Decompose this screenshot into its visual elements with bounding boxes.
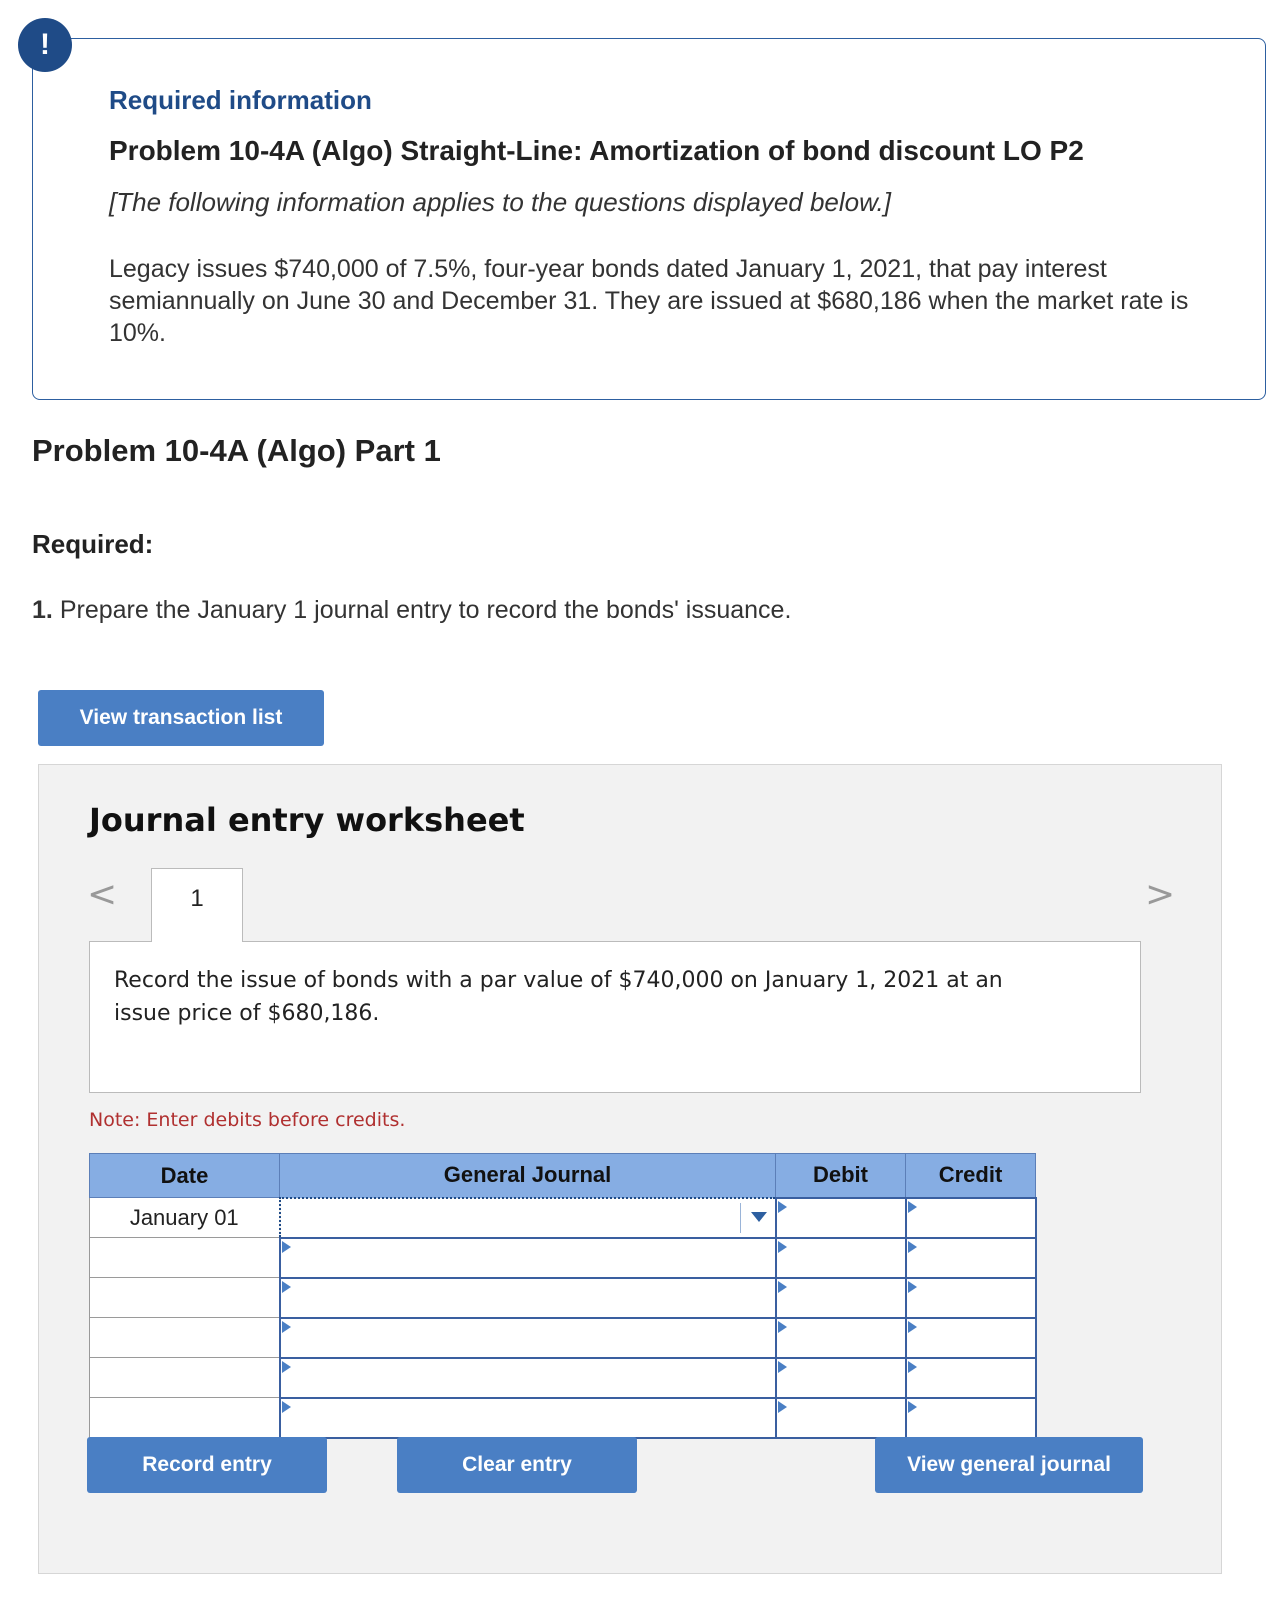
account-select[interactable] [280,1318,776,1358]
credit-input[interactable] [906,1358,1036,1398]
credit-input[interactable] [906,1238,1036,1278]
debit-input[interactable] [776,1198,906,1238]
instruction [32,596,791,625]
transaction-text: Record the issue of bonds with a par value of $740,000 on January 1, 2021 at an issue price of $680,186. [114,968,1003,1026]
debit-credit-note: Note: Enter debits before credits. [89,1109,406,1131]
account-select[interactable] [280,1198,776,1238]
clear-entry-button[interactable]: Clear entry [397,1437,637,1493]
worksheet-title: Journal entry worksheet [89,801,525,839]
applies-note: [The following information applies to the questions displayed below.] [109,187,891,217]
date-cell[interactable] [90,1398,280,1438]
account-select[interactable] [280,1238,776,1278]
table-row [90,1198,1036,1238]
problem-description: Legacy issues $740,000 of 7.5%, four-year bonds dated January 1, 2021, that pay interest semiannually on June 30 and December 31. They are issued at $680,186 when the market rate is 10%. [109,255,1189,347]
required-label: Required: [32,529,154,559]
instruction-number: 1. [32,596,53,624]
debit-input[interactable] [776,1278,906,1318]
credit-input[interactable] [906,1278,1036,1318]
dropdown-separator [740,1203,741,1233]
debit-input[interactable] [776,1238,906,1278]
table-row [90,1278,1036,1318]
problem-title: Problem 10-4A (Algo) Straight-Line: Amortization of bond discount LO P2 [109,135,1084,166]
date-cell[interactable] [90,1318,280,1358]
debit-input[interactable] [776,1398,906,1438]
chevron-left-icon[interactable]: < [87,874,118,915]
view-transaction-list-button[interactable]: View transaction list [38,690,324,746]
table-row [90,1398,1036,1438]
date-cell[interactable] [90,1358,280,1398]
journal-entry-worksheet [38,764,1222,1574]
chevron-right-icon[interactable]: > [1145,874,1176,915]
required-information-panel [32,38,1266,400]
general-journal-column-header: General Journal [280,1154,776,1198]
general-journal-table [89,1153,1037,1439]
credit-input[interactable] [906,1398,1036,1438]
transaction-description-box [89,941,1141,1093]
date-column-header: Date [90,1154,280,1198]
credit-input[interactable] [906,1198,1036,1238]
debit-input[interactable] [776,1318,906,1358]
alert-icon: ! [18,18,72,72]
debit-input[interactable] [776,1358,906,1398]
record-entry-button[interactable]: Record entry [87,1437,327,1493]
debit-column-header: Debit [776,1154,906,1198]
account-select[interactable] [280,1398,776,1438]
tab-transaction-1[interactable]: 1 [151,868,243,942]
date-cell[interactable]: January 01 [90,1198,280,1238]
view-general-journal-button[interactable]: View general journal [875,1437,1143,1493]
part-title: Problem 10-4A (Algo) Part 1 [32,433,441,468]
credit-input[interactable] [906,1318,1036,1358]
table-row [90,1318,1036,1358]
chevron-down-icon[interactable] [751,1212,767,1222]
table-row [90,1358,1036,1398]
table-row [90,1238,1036,1278]
account-select[interactable] [280,1358,776,1398]
date-cell[interactable] [90,1278,280,1318]
account-select[interactable] [280,1278,776,1318]
instruction-text: Prepare the January 1 journal entry to record the bonds' issuance. [59,596,792,624]
credit-column-header: Credit [906,1154,1036,1198]
date-cell[interactable] [90,1238,280,1278]
required-information-heading: Required information [109,85,372,115]
